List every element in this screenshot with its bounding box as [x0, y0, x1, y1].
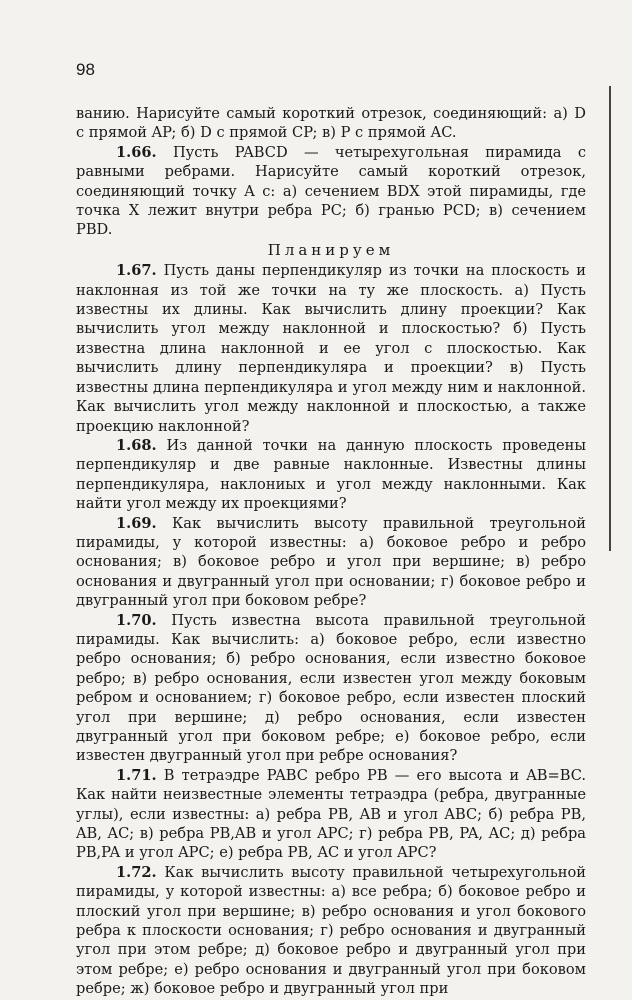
- problem-text: Из данной точки на данную плоскость проведены перпендикуляр и две равные наклонные. Известны длины перпендикуляра, наклониых и угол между наклонными. Как найти угол между их проекциями?: [76, 436, 586, 513]
- problem-text: Как вычислить высоту правильной треугольной пирамиды, у которой известны: а) боковое ребро и ребро основания; в) боковое ребро и угол при вершине; в) ребро основания и двугранный угол при основании; г) боковое ребро и двугранный угол при боковом ребре?: [76, 514, 586, 610]
- problem-text: Пусть даны перпендикуляр из точки на плоскость и наклонная из той же точки на ту же плоскость. а) Пусть известны их длины. Как вычислить длину проекции? Как вычислить угол между наклонной и плоскостью? б) Пусть известна длина наклонной и ее угол с плоскостью. Как вычислить длину перпендикуляра и проекции? в) Пусть известны длина перпендикуляра и угол между ним и наклонной. Как вычислить угол между наклонной и плоскостью, а также проекцию наклонной?: [76, 262, 586, 435]
- section-heading: Планируем: [267, 240, 395, 259]
- text-body: [76, 104, 586, 999]
- margin-line: [609, 86, 611, 551]
- problem-1-72: [76, 863, 586, 999]
- problem-number: 1.71.: [116, 766, 157, 784]
- problem-1-68: [76, 436, 586, 514]
- problem-text: В тетраэдре PABC ребро PB — его высота и AB=BC. Как найти неизвестные элементы тетраэдра (ребра, двугранные углы), если известны: а) ребра PB, AB и угол ABC; б) ребра PB, AB, AC; в) ребра PB,AB и угол APC; г) ребра PB, PA, AC; д) ребра PB,PA и угол APC; е) ребра PB, AC и угол APC?: [76, 766, 586, 862]
- problem-text: Пусть PABCD — четырехугольная пирамида с равными ребрами. Нарисуйте самый короткий отрезок, соединяющий точку A с: а) сечением BDX этой пирамиды, где точка X лежит внутри ребра PC; б) гранью PCD; в) сечением PBD.: [76, 143, 586, 239]
- problem-text: Пусть известна высота правильной треугольной пирамиды. Как вычислить: а) боковое ребро, если известно ребро основания; б) ребро основания, если известно боковое ребро; в) ребро основания, если известен угол между боковым ребром и основанием; г) боковое ребро, если известен плоский угол при вершине; д) ребро основания, если известен двугранный угол при боковом ребре; е) боковое ребро, если известен двугранный угол при ребре основания?: [76, 611, 586, 765]
- problem-number: 1.68.: [116, 436, 157, 454]
- problem-number: 1.72.: [116, 863, 157, 881]
- page-number: 98: [76, 60, 95, 79]
- problem-text: Как вычислить высоту правильной четырехугольной пирамиды, у которой известны: а) все ребра; б) боковое ребро и плоский угол при вершине; в) ребро основания и угол бокового ребра к плоскости основания; г) ребро основания и двугранный угол при этом ребре; д) боковое ребро и двугранный угол при этом ребре; е) ребро основания и двугранный угол при боковом ребре; ж) боковое ребро и двугранный угол при: [76, 863, 586, 998]
- problem-number: 1.69.: [116, 514, 157, 532]
- problem-1-66: [76, 143, 586, 240]
- problem-number: 1.70.: [116, 611, 157, 629]
- problem-1-67: [76, 261, 586, 436]
- problem-number: 1.67.: [116, 262, 157, 280]
- problem-number: 1.66.: [116, 143, 157, 161]
- problem-1-71: [76, 766, 586, 863]
- paragraph-continuation: ванию. Нарисуйте самый короткий отрезок, соединяющий: а) D с прямой AP; б) D с прямой CP; в) P с прямой AC.: [76, 105, 586, 142]
- problem-1-69: [76, 514, 586, 611]
- problem-1-70: [76, 611, 586, 766]
